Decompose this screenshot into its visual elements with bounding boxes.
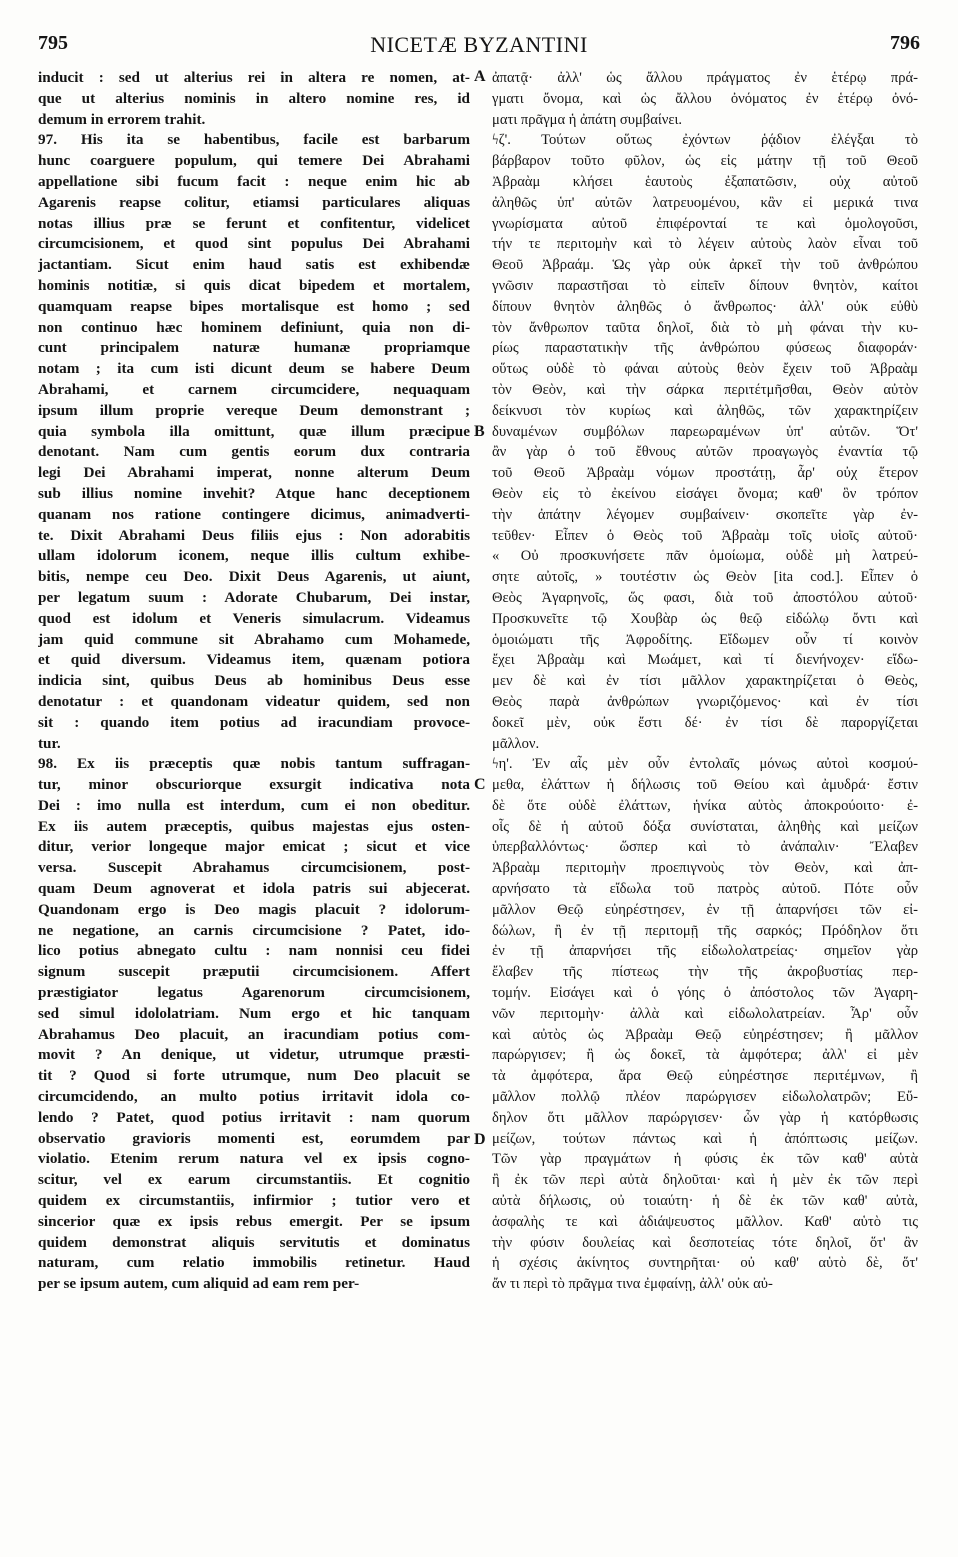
- text-line: δείκνυσι τὸν κυρίως καὶ ἀληθῶς, τῶν χαρακτηρίζειν: [492, 402, 918, 419]
- text-line: αὐτὰ δήλωσις, οὐ τοιαύτη· ἡ δὲ ἐκ τῶν καθ' αὐτὰ,: [492, 1193, 918, 1210]
- page-header: [38, 32, 920, 64]
- text-line: ἐν τῇ ἀπαρνήσει τῆς εἰδωλολατρείας· σημεῖον γὰρ: [492, 943, 918, 960]
- text-line: scitur, vel ex earum circumstantiis. Et cognitio: [38, 1171, 470, 1189]
- text-line: Θεοῦ Ἀβραάμ. Ὡς γὰρ οὐκ ἀρκεῖ τὴν τοῦ ἀνθρώπου: [492, 257, 918, 274]
- text-line: hunc coarguere populum, qui temere Dei Abrahami: [38, 152, 470, 170]
- text-line: τοῦ Θεοῦ Ἀβραὰμ νόμων προστάτῃ, ἆρ' οὐχ ἕτερον: [492, 465, 918, 482]
- text-line: ἡ σχέσις ἀκίνητος συντηρῆται· οὐ καθ' αὑτὸ δὲ, ὅτ': [492, 1255, 918, 1272]
- text-line: ἔλαβεν τῆς πίστεως τὴν τῆς ἀκροβυστίας περ-: [492, 964, 918, 981]
- text-line: ρίως παραστατικὴν τῆς ἀνθρώπου φύσεως διαφοράν·: [492, 340, 918, 357]
- text-line: δυναμένων συμβόλων παρεωραμένων ὑπ' αὐτῶν. Ὅτ': [492, 423, 918, 440]
- text-line: μᾶλλον Θεῷ εὐηρέστησεν, ἐν τῇ ἀπαρνήσει τῶν εἰ-: [492, 901, 918, 918]
- text-line: τὴν ἀπάτην λέγομεν συμβαίνειν· σκοπεῖτε γὰρ ἐν-: [492, 506, 918, 523]
- text-line: præstigiator legatus Agarenorum circumcisionem,: [38, 984, 470, 1002]
- text-line: observatio gravioris momenti est, eorumdem par: [38, 1129, 470, 1147]
- text-line: quia symbola illa omittunt, quæ illum præcipue: [38, 422, 470, 440]
- text-line: αρνήσατο τὰ εἴδωλα τοῦ πατρὸς αὐτοῦ. Πότε οὖν: [492, 881, 918, 898]
- text-line: μεν δὲ καὶ ἐν τίσι μᾶλλον χαρακτηρίζεται ὁ Θεὸς,: [492, 673, 918, 690]
- text-line: notam ; ita cum isti dicunt deum se habere Deum: [38, 360, 470, 378]
- text-line: denotant. Nam cum gentis eorum dux contraria: [38, 443, 470, 461]
- text-line: quod est idolum et Veneris simulacrum. Videamus: [38, 609, 470, 627]
- text-line: ne negatione, an carnis circumcisione ? Patet, ido-: [38, 921, 470, 939]
- text-line: οἷς δὲ ἡ αὐτοῦ δόξα συνίσταται, ἀληθὴς καὶ μείζων: [492, 818, 918, 835]
- text-line: ὑπερβαλλόντως· ὥσπερ καὶ τὸ ἀνάπαλιν· Ἔλαβεν: [492, 839, 918, 856]
- text-line: ἀληθῶς ὑπ' αὐτῶν λατρευομένου, κἂν εἰ μερικά τινα: [492, 194, 918, 211]
- text-line: Agarenis reapse colitur, etiamsi particulares aliquas: [38, 193, 470, 211]
- text-line: inducit : sed ut alterius rei in altera re nomen, at-: [38, 69, 470, 86]
- section-marker-a: A: [474, 68, 486, 85]
- text-line: ἀσφαλὴς τε καὶ ἀδιάψευστος μᾶλλον. Καθ' αὑτὸ τις: [492, 1213, 918, 1230]
- text-line: ματι πρᾶγμα ἡ ἀπάτη συμβαίνει.: [492, 111, 683, 128]
- text-line: τὴν φύσιν δουλείας καὶ δεσποτείας τότε δηλοῖ, ὅτ' ἂν: [492, 1234, 918, 1251]
- text-line: οὕτως οὐδὲ τὸ φάναι αὐτοὺς θεὸν ἔχειν τοῦ Ἀβραὰμ: [492, 361, 918, 378]
- text-line: Θεὸν εἰς τὸ ἐκείνου εἰσάγει ὄνομα; καθ' ὃν τρόπον: [492, 485, 918, 502]
- text-line: σητε αὐτοῖς, » τουτέστιν ὡς Θεὸν [ita cod.]. Εἶπεν ὁ: [492, 569, 918, 586]
- text-line: ἢ ἐκ τῶν περὶ αὐτὰ δηλοῦται· καὶ ἡ μὲν ἐκ τῶν περὶ: [492, 1172, 918, 1189]
- section-marker-d: D: [474, 1131, 486, 1148]
- text-line: Dei : imo nulla est interdum, cum ei non obeditur.: [38, 796, 470, 814]
- text-line: Abrahami, et carnem circumcidere, nequaquam: [38, 380, 470, 398]
- text-line: Quandonam ergo is Deo magis placuit ? idolorum-: [38, 900, 470, 918]
- text-line: ipsum illum proprie vereque Deum demonstrant ;: [38, 401, 470, 419]
- greek-column: [492, 68, 918, 1295]
- text-line: Ἀβραὰμ κλήσει ἑαυτοὺς ἐξαπατῶσιν, οὐχ αὐτοῦ: [492, 173, 918, 190]
- text-line: τομήν. Εἰσάγει καὶ ὁ γόης ὁ ἀπόστολος τῶν Ἀγαρη-: [492, 985, 918, 1002]
- text-line: indicia sint, quibus Deus ab hominibus Deus esse: [38, 672, 470, 690]
- text-line: hominis notitiæ, si quis dicat bipedem et mortalem,: [38, 276, 470, 294]
- text-line: que ut alterius nominis in altero nomine res, id: [38, 89, 470, 107]
- text-line: παρώργισεν; ἢ ὡς δοκεῖ, τὰ ἀμφότερα; ἀλλ' εἰ μὲν: [492, 1047, 918, 1064]
- text-line: cunt principalem naturæ humanæ propriamque: [38, 339, 470, 357]
- text-line: Abrahamus Deo placuit, an iracundiam potius com-: [38, 1025, 470, 1043]
- text-line: non continuo hæc hominem definiunt, quia non di-: [38, 318, 470, 336]
- text-line: δηλον ὅτι μᾶλλον παρώργισεν· ὧν γὰρ ἡ κατόρθωσις: [492, 1109, 918, 1126]
- text-line: te. Dixit Abrahami Deus filiis ejus : Non adorabitis: [38, 526, 470, 544]
- text-line: naturam, cum relatio immobilis retinetur. Haud: [38, 1254, 470, 1272]
- text-line: δὲ ὅτε οὐδὲ ἐλάττων, ἡνίκα αὐτὸς ἀποκρούοιτο· ἐ-: [492, 797, 918, 814]
- section-marker-b: B: [474, 423, 485, 440]
- text-line: tur.: [38, 734, 61, 752]
- text-line: μᾶλλον.: [492, 735, 540, 752]
- text-line: versa. Suscepit Abrahamus circumcisionem, post-: [38, 859, 470, 877]
- text-line: quanam nos ratione contingere dicimus, animadverti-: [38, 505, 470, 523]
- text-line: sit : quando item potius ad iracundiam provoce-: [38, 713, 470, 731]
- text-line: tur, minor obscuriorque exsurgit indicativa nota: [38, 776, 470, 794]
- text-line: jactantiam. Sicut enim haud satis est exhibendæ: [38, 256, 470, 274]
- text-line: δίπουν θνητὸν ἀληθῶς ὁ ἄνθρωπος· ἀλλ' οὐκ εὐθὺ: [492, 298, 918, 315]
- text-line: τεῦθεν· Εἶπεν ὁ Θεὸς τοῦ Ἀβραὰμ τοῖς υἱοῖς αὐτοῦ·: [492, 527, 918, 544]
- text-line: ὁμοιώματι τῆς Ἀφροδίτης. Εἴδωμεν οὖν τί κοινὸν: [492, 631, 918, 648]
- text-line: γνῶσιν παραστῆσαι τὸ εἰπεῖν δίπουν θνητὸν, καίτοι: [492, 277, 918, 294]
- text-line: « Οὐ προσκυνήσετε πᾶν ὁμοίωμα, οὐδὲ μὴ λατρεύ-: [492, 548, 918, 565]
- text-line: τήν τε περιτομὴν καὶ τὸ λέγειν αὐτοὺς λαὸν εἶναι τοῦ: [492, 236, 918, 253]
- running-title: NICETÆ BYZANTINI: [370, 32, 588, 57]
- text-line: sed simul idololatriam. Num ergo et hic tanquam: [38, 1004, 470, 1022]
- page-number-left: 795: [38, 32, 68, 54]
- text-line: tit ? Quod si forte utrumque, num Deo placuit se: [38, 1067, 470, 1085]
- text-line: violatio. Etenim rerum natura vel ex ipsis cogno-: [38, 1150, 470, 1168]
- text-line: denotatur : et quandonam videatur quidem, sed non: [38, 692, 470, 710]
- text-line: Ἀβραὰμ περιτομὴν προεπιγνοὺς τὸν Θεὸν, καὶ ἀπ-: [492, 860, 918, 877]
- text-line: lendo ? Patet, quod potius irritavit : nam quorum: [38, 1108, 470, 1126]
- text-line: quidem demonstrat aliquis servitutis et dominatus: [38, 1233, 470, 1251]
- text-line: ἄν τι περὶ τὸ πρᾶγμα τινα ἐμφαίνῃ, ἀλλ' οὐκ αὐ-: [492, 1276, 773, 1293]
- text-line: γματι ὄνομα, καὶ ὡς ἄλλου ὀνόματος ἐν ἑτέρῳ ὀνό-: [492, 90, 918, 107]
- text-line: ϟη'. Ἐν αἷς μὲν οὖν ἐντολαῖς μόνως αὐτοὶ κοσμού-: [492, 756, 918, 773]
- text-line: circumcidendo, an multo potius irritavit idola co-: [38, 1088, 470, 1106]
- text-line: ἔχει Ἀβραὰμ καὶ Μωάμετ, καὶ τί διενήνοχεν· εἴδω-: [492, 652, 918, 669]
- text-line: καὶ αὐτὸς ὡς Ἀβραὰμ Θεῷ εὐηρέστησεν; ἢ μᾶλλον: [492, 1026, 918, 1043]
- text-line: per se ipsum autem, cum aliquid ad eam rem per-: [38, 1275, 360, 1293]
- text-line: τὸν ἄνθρωπον ταῦτα δηλοῖ, διὰ τὸ μὴ φάναι τὴν κυ-: [492, 319, 918, 336]
- text-line: quam Deum agnoverat et idola patris sui abjecerat.: [38, 880, 470, 898]
- text-line: Θεὸς Ἀγαρηνοῖς, ὥς φασι, διὰ τοῦ ἀποστόλου αὐτοῦ·: [492, 589, 918, 606]
- text-line: τὸν Θεὸν, καὶ τὴν σάρκα περιτέτμῆσθαι, Θεὸν αὐτὸν: [492, 381, 918, 398]
- section-marker-c: C: [474, 776, 486, 793]
- text-line: per legatum suum : Adorate Chubarum, Dei instar,: [38, 588, 470, 606]
- text-line: Θεὸς παρὰ ἀνθρώπων γνωριζόμενος· καὶ ἐν τίσι: [492, 693, 918, 710]
- text-line: legi Dei Abrahami imperat, nonne alterum Deum: [38, 464, 470, 482]
- text-line: lico potius abnegato cultu : nam nonnisi ceu fidei: [38, 942, 470, 960]
- text-line: ϟζ'. Τούτων οὕτως ἐχόντων ῥᾴδιον ἐλέγξαι τὸ: [492, 132, 918, 149]
- text-line: quamquam reapse bipes mortalisque est homo ; sed: [38, 297, 470, 315]
- text-line: movit ? An denique, ut videtur, utrumque præsti-: [38, 1046, 470, 1064]
- text-line: δοκεῖ μὲν, οὐκ ἔστι δέ· ἐν τίσι δὲ παροργίζεται: [492, 714, 918, 731]
- text-line: Τῶν γὰρ πραγμάτων ἡ φύσις ἐκ τῶν καθ' αὑτὰ: [492, 1151, 918, 1168]
- text-line: νῶν περιτομὴν· ἀλλὰ καὶ εἰδωλολατρείαν. Ἆρ' οὖν: [492, 1005, 918, 1022]
- text-line: ditur, verior longeque major emicat ; sicut et vice: [38, 838, 470, 856]
- text-line: signum suscepit præputii circumcisionem. Affert: [38, 963, 470, 981]
- text-line: ἂν γὰρ ὁ τοῦ ἔθνους αὐτῶν προαγωγὸς ἐναντία τῷ: [492, 444, 918, 461]
- text-line: Ex iis autem præceptis, quibus majestas ejus osten-: [38, 817, 470, 835]
- page-number-right: 796: [890, 32, 920, 54]
- text-line: μείζων, τούτων πάντως καὶ ἡ ἀπόπτωσις μείζων.: [492, 1130, 918, 1147]
- text-line: bitis, nempe ceu Deo. Dixit Deus Agarenis, ut aiunt,: [38, 568, 470, 586]
- text-line: δώλων, ἢ ἐν τῇ περιτομῇ τῆς σαρκός; Πρόδηλον ὅτι: [492, 922, 918, 939]
- text-line: μᾶλλον πολλῷ πλέον παρώργισεν εἰδωλολατρῶν; Εὔ-: [492, 1089, 918, 1106]
- text-line: τὰ ἀμφότερα, ἄρα Θεῷ εὐηρέστησε περιτέμνων, ἢ: [492, 1068, 918, 1085]
- text-line: demum in errorem trahit.: [38, 110, 206, 128]
- text-line: appellatione sibi fucum facit : neque enim hic ab: [38, 172, 470, 190]
- text-line: μεθα, ἐλάττων ἡ δήλωσις τοῦ Θείου καὶ ἀμυδρά· ἔστιν: [492, 777, 918, 794]
- text-line: jam quid commune sit Abrahamo cum Mohamede,: [38, 630, 470, 648]
- text-line: βάρβαρον τοῦτο φῦλον, ὡς εἰς μάτην τῇ τοῦ Θεοῦ: [492, 153, 918, 170]
- text-line: notas illius præ se ferunt et confitentur, videlicet: [38, 214, 470, 232]
- text-line: 98. Ex iis præceptis quæ nobis tantum suffragan-: [38, 755, 470, 773]
- text-line: quidem ex circumstantiis, infirmior ; tutior vero et: [38, 1192, 470, 1210]
- text-line: sincerior quæ ex ipsis rebus emergit. Per se ipsum: [38, 1212, 470, 1230]
- text-line: γνωρίσματα αὐτοῦ ἐπιφέρονταί τε καὶ ὁμολογοῦσι,: [492, 215, 918, 232]
- text-line: et quid diversum. Videamus item, quænam potiora: [38, 651, 470, 669]
- text-line: ullam idolorum iconem, neque illis cultum exhibe-: [38, 547, 470, 565]
- text-line: circumcisionem, et quod sint populus Dei Abrahami: [38, 235, 470, 253]
- text-line: Προσκυνεῖτε τῷ Χουβὰρ ὡς θεῷ εἰδώλῳ ὄντι καὶ: [492, 610, 918, 627]
- text-line: ἀπατᾷ· ἀλλ' ὡς ἄλλου πράγματος ἐν ἑτέρῳ πρά-: [492, 70, 918, 86]
- text-line: 97. His ita se habentibus, facile est barbarum: [38, 131, 470, 149]
- latin-column: [38, 68, 470, 1295]
- text-line: sub illius nomine invehit? Atque hanc deceptionem: [38, 484, 470, 502]
